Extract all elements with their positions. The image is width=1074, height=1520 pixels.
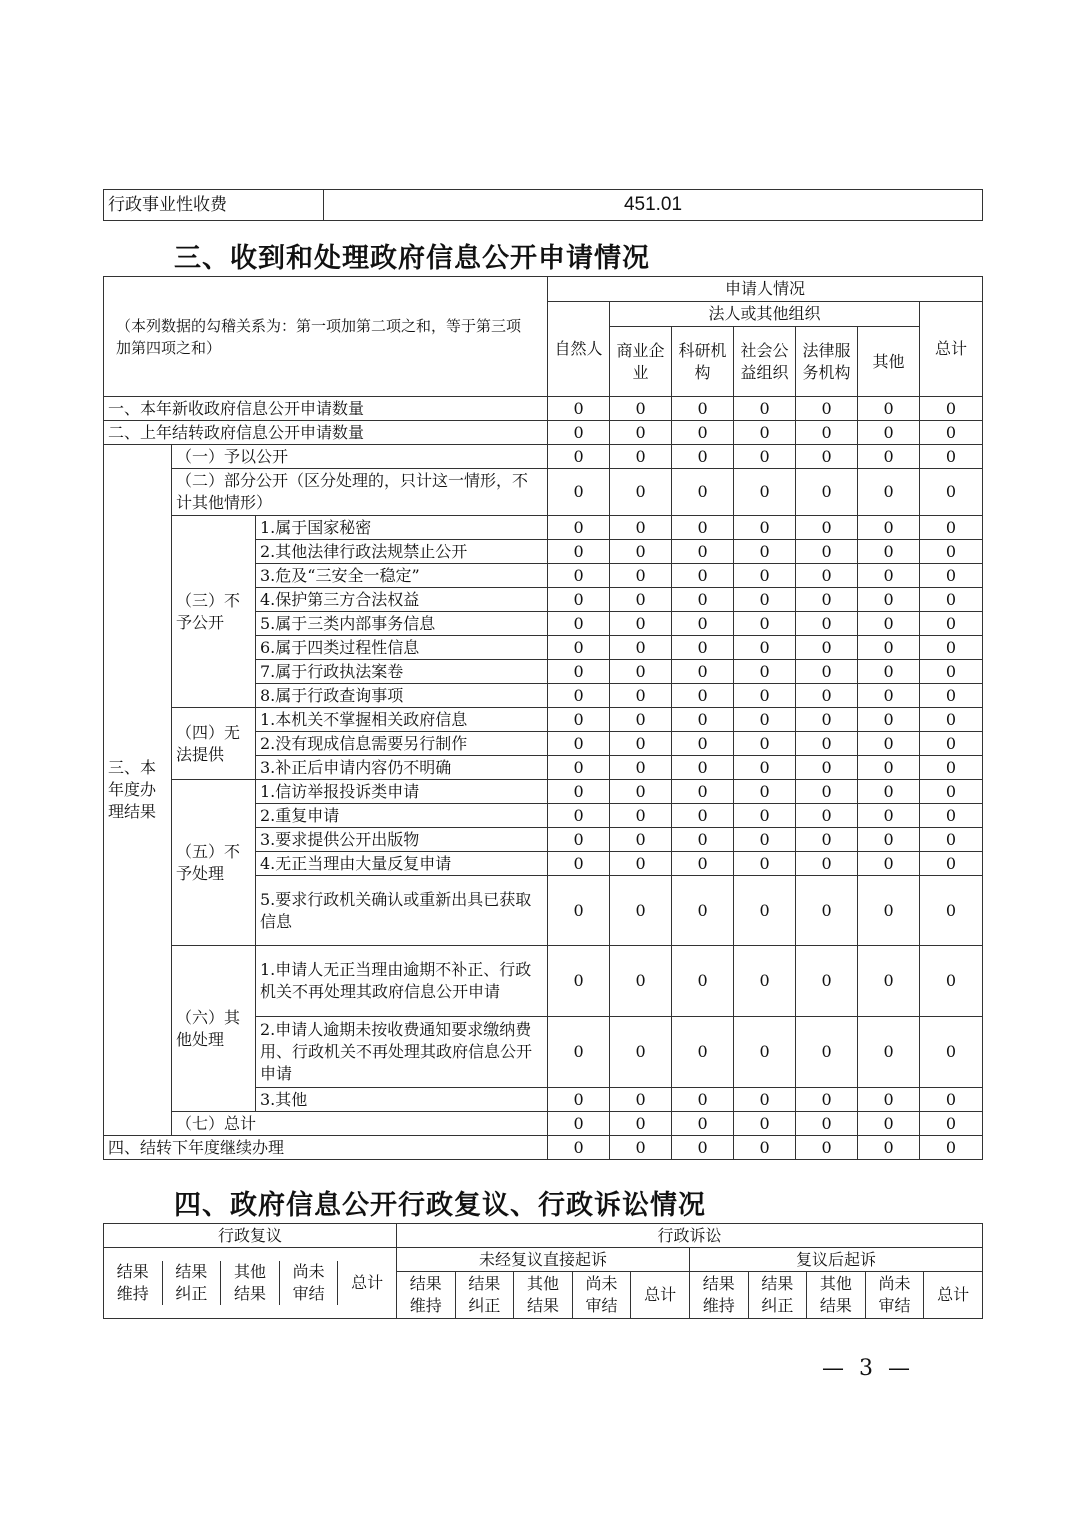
count-cell: 0 [548,1017,610,1088]
count-cell: 0 [610,1136,672,1160]
page-number: — 3 — [822,1356,914,1381]
count-cell: 0 [548,732,610,756]
count-cell: 0 [548,684,610,708]
count-cell: 0 [672,708,734,732]
count-cell: 0 [796,852,858,876]
count-cell: 0 [672,732,734,756]
count-cell: 0 [734,828,796,852]
count-cell: 0 [548,946,610,1017]
count-cell: 0 [548,780,610,804]
count-cell: 0 [548,588,610,612]
count-cell: 0 [920,564,983,588]
count-cell: 0 [858,708,920,732]
count-cell: 0 [734,852,796,876]
count-cell: 0 [548,469,610,516]
count-cell: 0 [920,1136,983,1160]
count-cell: 0 [920,708,983,732]
count-cell: 0 [610,469,672,516]
section3-title: 三、收到和处理政府信息公开申请情况 [174,243,650,274]
count-cell: 0 [858,588,920,612]
count-cell: 0 [796,540,858,564]
fee-value: 451.01 [324,190,983,221]
count-cell: 0 [672,852,734,876]
count-cell: 0 [734,1088,796,1112]
count-cell: 0 [734,1017,796,1088]
count-cell: 0 [796,1112,858,1136]
count-cell: 0 [920,540,983,564]
count-cell: 0 [610,445,672,469]
count-cell: 0 [858,828,920,852]
count-cell: 0 [734,540,796,564]
count-cell: 0 [858,564,920,588]
count-cell: 0 [610,684,672,708]
count-cell: 0 [858,1136,920,1160]
count-cell: 0 [858,636,920,660]
group-other-handle-label: （六）其他处理 [172,946,256,1112]
litigation-col-header: 其他结果 [514,1272,573,1319]
count-cell: 0 [796,1017,858,1088]
table-note: （本列数据的勾稽关系为：第一项加第二项之和，等于第三项加第四项之和） [104,277,548,397]
reason-item: 2.申请人逾期未按收费通知要求缴纳费用、行政机关不再处理其政府信息公开申请 [256,1017,548,1088]
count-cell: 0 [920,946,983,1017]
count-cell: 0 [610,828,672,852]
reason-item: 2.其他法律行政法规禁止公开 [256,540,548,564]
count-cell: 0 [610,804,672,828]
count-cell: 0 [734,804,796,828]
count-cell: 0 [734,1136,796,1160]
count-cell: 0 [920,421,983,445]
header-social: 社会公益组织 [734,327,796,397]
count-cell: 0 [672,946,734,1017]
count-cell: 0 [796,588,858,612]
litigation-col-header: 结果纠正 [455,1272,514,1319]
count-cell: 0 [734,780,796,804]
count-cell: 0 [610,876,672,946]
count-cell: 0 [548,636,610,660]
count-cell: 0 [610,397,672,421]
count-cell: 0 [548,612,610,636]
count-cell: 0 [610,732,672,756]
group-not-open-label: （三）不予公开 [172,516,256,708]
reason-item: 3.补正后申请内容仍不明确 [256,756,548,780]
count-cell: 0 [796,612,858,636]
count-cell: 0 [548,540,610,564]
count-cell: 0 [858,612,920,636]
reason-item: 1.申请人无正当理由逾期不补正、行政机关不再处理其政府信息公开申请 [256,946,548,1017]
count-cell: 0 [672,1088,734,1112]
group-no-handle-label: （五）不予处理 [172,780,256,946]
count-cell: 0 [672,636,734,660]
row-results-total: （七）总计 [172,1112,548,1136]
count-cell: 0 [796,946,858,1017]
header-research: 科研机构 [672,327,734,397]
count-cell: 0 [920,876,983,946]
count-cell: 0 [610,660,672,684]
reason-item: 3.要求提供公开出版物 [256,828,548,852]
header-legal-service: 法律服务机构 [796,327,858,397]
count-cell: 0 [920,612,983,636]
count-cell: 0 [548,1112,610,1136]
count-cell: 0 [858,780,920,804]
litigation-col-header: 尚未审结 [572,1272,631,1319]
reason-item: 6.属于四类过程性信息 [256,636,548,660]
count-cell: 0 [734,516,796,540]
review-col-header: 总计 [351,1273,384,1292]
count-cell: 0 [734,684,796,708]
count-cell: 0 [920,636,983,660]
review-col-header: 结果纠正 [163,1261,222,1305]
review-col-header: 其他结果 [221,1261,280,1305]
count-cell: 0 [548,708,610,732]
fee-label: 行政事业性收费 [104,190,324,221]
count-cell: 0 [548,445,610,469]
count-cell: 0 [796,564,858,588]
count-cell: 0 [672,516,734,540]
litigation-col-header: 结果纠正 [748,1272,807,1319]
header-direct: 未经复议直接起诉 [396,1248,689,1272]
count-cell: 0 [858,946,920,1017]
count-cell: 0 [548,421,610,445]
count-cell: 0 [672,660,734,684]
count-cell: 0 [610,564,672,588]
count-cell: 0 [610,540,672,564]
count-cell: 0 [672,1112,734,1136]
header-applicant: 申请人情况 [548,277,983,302]
count-cell: 0 [672,804,734,828]
count-cell: 0 [548,828,610,852]
litigation-col-header: 总计 [631,1272,690,1319]
reason-item: 3.其他 [256,1088,548,1112]
count-cell: 0 [672,540,734,564]
count-cell: 0 [920,445,983,469]
count-cell: 0 [858,684,920,708]
count-cell: 0 [672,876,734,946]
count-cell: 0 [610,1017,672,1088]
header-review: 行政复议 [104,1224,397,1248]
count-cell: 0 [548,852,610,876]
count-cell: 0 [734,756,796,780]
reason-item: 4.保护第三方合法权益 [256,588,548,612]
count-cell: 0 [548,660,610,684]
count-cell: 0 [548,516,610,540]
review-litigation-table [103,1223,983,1319]
count-cell: 0 [796,421,858,445]
count-cell: 0 [610,780,672,804]
litigation-col-header: 其他结果 [807,1272,866,1319]
row-partial-open: （二）部分公开（区分处理的，只计这一情形，不计其他情形） [172,469,548,516]
count-cell: 0 [548,876,610,946]
litigation-col-header: 结果维持 [689,1272,748,1319]
reason-item: 2.没有现成信息需要另行制作 [256,732,548,756]
count-cell: 0 [610,516,672,540]
count-cell: 0 [858,804,920,828]
count-cell: 0 [548,1136,610,1160]
count-cell: 0 [672,1136,734,1160]
count-cell: 0 [610,588,672,612]
header-other: 其他 [858,327,920,397]
count-cell: 0 [796,828,858,852]
count-cell: 0 [734,469,796,516]
count-cell: 0 [858,1017,920,1088]
count-cell: 0 [796,516,858,540]
count-cell: 0 [734,660,796,684]
count-cell: 0 [858,852,920,876]
litigation-col-header: 尚未审结 [865,1272,924,1319]
count-cell: 0 [734,946,796,1017]
row-open: （一）予以公开 [172,445,548,469]
count-cell: 0 [672,445,734,469]
count-cell: 0 [734,588,796,612]
count-cell: 0 [858,756,920,780]
count-cell: 0 [858,540,920,564]
count-cell: 0 [734,564,796,588]
count-cell: 0 [734,876,796,946]
count-cell: 0 [734,708,796,732]
count-cell: 0 [796,804,858,828]
count-cell: 0 [610,612,672,636]
count-cell: 0 [796,397,858,421]
result-group-label: 三、本年度办理结果 [104,445,172,1136]
fee-table [103,189,983,221]
count-cell: 0 [672,828,734,852]
reason-item: 5.要求行政机关确认或重新出具已获取信息 [256,876,548,946]
count-cell: 0 [858,516,920,540]
header-business: 商业企业 [610,327,672,397]
review-cols [104,1248,397,1319]
count-cell: 0 [672,397,734,421]
count-cell: 0 [796,445,858,469]
reason-item: 1.本机关不掌握相关政府信息 [256,708,548,732]
litigation-col-header: 结果维持 [396,1272,455,1319]
count-cell: 0 [610,1088,672,1112]
count-cell: 0 [920,1088,983,1112]
count-cell: 0 [548,564,610,588]
count-cell: 0 [796,756,858,780]
litigation-col-header: 总计 [924,1272,983,1319]
reason-item: 3.危及“三安全一稳定” [256,564,548,588]
reason-item: 1.属于国家秘密 [256,516,548,540]
count-cell: 0 [734,397,796,421]
count-cell: 0 [610,852,672,876]
count-cell: 0 [920,469,983,516]
count-cell: 0 [610,756,672,780]
count-cell: 0 [858,1112,920,1136]
count-cell: 0 [610,708,672,732]
count-cell: 0 [796,636,858,660]
count-cell: 0 [920,828,983,852]
count-cell: 0 [548,804,610,828]
row-carry-forward: 四、结转下年度继续办理 [104,1136,548,1160]
count-cell: 0 [858,445,920,469]
reason-item: 5.属于三类内部事务信息 [256,612,548,636]
count-cell: 0 [858,397,920,421]
count-cell: 0 [920,804,983,828]
count-cell: 0 [796,660,858,684]
count-cell: 0 [610,421,672,445]
count-cell: 0 [796,684,858,708]
row-new-applications: 一、本年新收政府信息公开申请数量 [104,397,548,421]
count-cell: 0 [610,946,672,1017]
count-cell: 0 [672,684,734,708]
count-cell: 0 [858,469,920,516]
count-cell: 0 [672,421,734,445]
header-natural: 自然人 [548,302,610,397]
count-cell: 0 [610,1112,672,1136]
count-cell: 0 [920,660,983,684]
count-cell: 0 [920,1017,983,1088]
count-cell: 0 [672,756,734,780]
count-cell: 0 [796,1088,858,1112]
group-unable-label: （四）无法提供 [172,708,256,780]
count-cell: 0 [920,852,983,876]
count-cell: 0 [858,876,920,946]
count-cell: 0 [734,421,796,445]
header-litigation: 行政诉讼 [396,1224,982,1248]
count-cell: 0 [796,732,858,756]
count-cell: 0 [920,780,983,804]
reason-item: 8.属于行政查询事项 [256,684,548,708]
count-cell: 0 [920,516,983,540]
count-cell: 0 [734,1112,796,1136]
count-cell: 0 [548,756,610,780]
row-carried-over: 二、上年结转政府信息公开申请数量 [104,421,548,445]
count-cell: 0 [920,684,983,708]
count-cell: 0 [734,732,796,756]
count-cell: 0 [920,732,983,756]
reason-item: 2.重复申请 [256,804,548,828]
header-total: 总计 [920,302,983,397]
count-cell: 0 [796,876,858,946]
count-cell: 0 [734,445,796,469]
reason-item: 7.属于行政执法案卷 [256,660,548,684]
count-cell: 0 [610,636,672,660]
count-cell: 0 [734,636,796,660]
count-cell: 0 [672,469,734,516]
count-cell: 0 [734,612,796,636]
count-cell: 0 [920,588,983,612]
count-cell: 0 [858,660,920,684]
reason-item: 1.信访举报投诉类申请 [256,780,548,804]
count-cell: 0 [796,780,858,804]
count-cell: 0 [672,588,734,612]
count-cell: 0 [858,421,920,445]
application-table [103,276,983,1160]
count-cell: 0 [672,564,734,588]
count-cell: 0 [672,780,734,804]
count-cell: 0 [796,469,858,516]
count-cell: 0 [672,612,734,636]
review-col-header: 尚未审结 [280,1261,339,1305]
review-col-header: 结果维持 [104,1261,163,1305]
count-cell: 0 [672,1017,734,1088]
count-cell: 0 [920,397,983,421]
reason-item: 4.无正当理由大量反复申请 [256,852,548,876]
count-cell: 0 [548,397,610,421]
count-cell: 0 [858,1088,920,1112]
count-cell: 0 [548,1088,610,1112]
count-cell: 0 [920,1112,983,1136]
header-after: 复议后起诉 [689,1248,982,1272]
section4-title: 四、政府信息公开行政复议、行政诉讼情况 [174,1190,706,1221]
count-cell: 0 [858,732,920,756]
count-cell: 0 [920,756,983,780]
count-cell: 0 [796,1136,858,1160]
count-cell: 0 [796,708,858,732]
header-legal-group: 法人或其他组织 [610,302,920,327]
